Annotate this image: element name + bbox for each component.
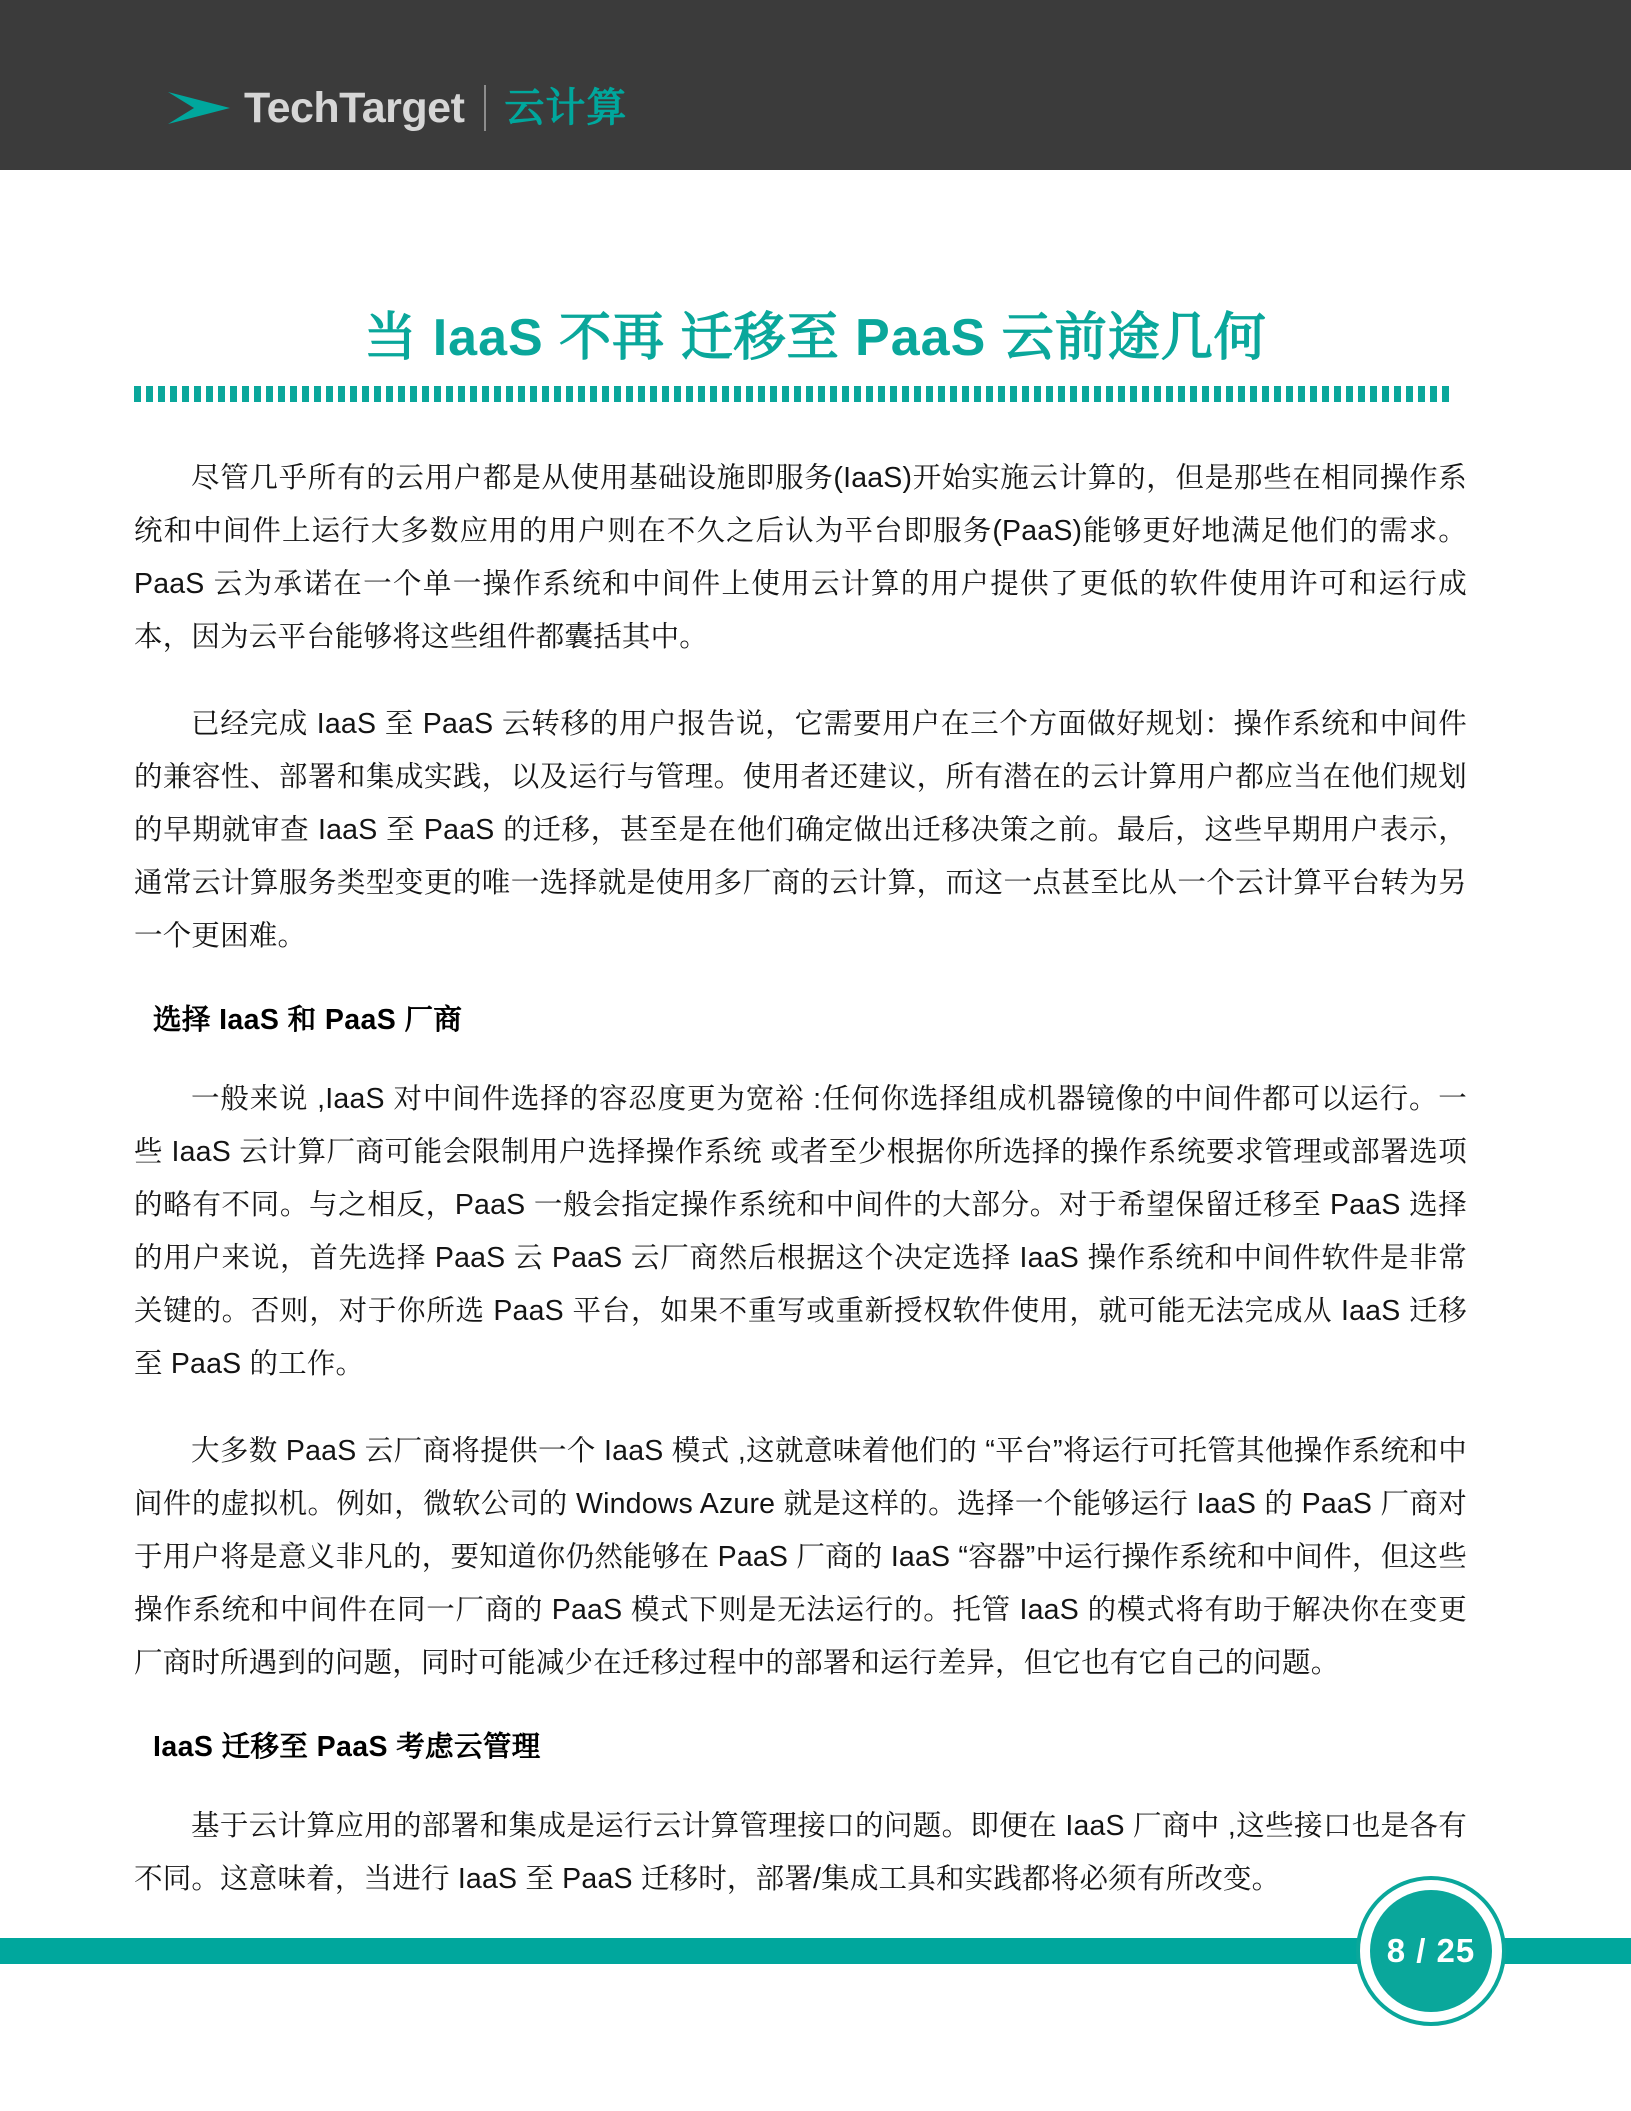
page-title: 当 IaaS 不再 迁移至 PaaS 云前途几何 [364,308,1267,367]
paragraph: 基于云计算应用的部署和集成是运行云计算管理接口的问题。即便在 IaaS 厂商中 ,这些接口也是各有不同。这意味着，当进行 IaaS 至 PaaS 迁移时，部署/集成工具和实践都将必须有所改变。 [134,1810,1467,1895]
paragraph: 已经完成 IaaS 至 PaaS 云转移的用户报告说，它需要用户在三个方面做好规划：操作系统和中间件的兼容性、部署和集成实践，以及运行与管理。使用者还建议，所有潜在的云计算用户都应当在他们规划的早期就审查 IaaS 至 PaaS 的迁移，甚至是在他们确定做出迁移决策之前。最后，这些早期用户表示，通常云计算服务类型变更的唯一选择就是使用多厂商的云计算，而这一点甚至比从一个云计算平台转为另一个更困难。 [134,708,1467,952]
paragraph: 大多数 PaaS 云厂商将提供一个 IaaS 模式 ,这就意味着他们的 “平台”将运行可托管其他操作系统和中间件的虚拟机。例如，微软公司的 Windows Azure 就是这样的。选择一个能够运行 IaaS 的 PaaS 厂商对于用户将是意义非凡的，要知道你仍然能够在 PaaS 厂商的 IaaS “容器”中运行操作系统和中间件，但这些操作系统和中间件在同一厂商的 PaaS 模式下则是无法运行的。托管 IaaS 的模式将有助于解决你在变更厂商时所遇到的问题，同时可能减少在迁移过程中的部署和运行差异，但它也有它自己的问题。 [134,1435,1467,1679]
page-header [0,0,1631,170]
section-heading: IaaS 迁移至 PaaS 考虑云管理 [153,1731,541,1763]
article-body [134,452,1467,1940]
logo-sub-text: 云计算 [504,86,628,130]
title-dotted-rule [134,386,1449,402]
logo-divider [484,85,486,131]
arrow-right-icon [168,90,230,126]
paragraph: 一般来说 ,IaaS 对中间件选择的容忍度更为宽裕 :任何你选择组成机器镜像的中间件都可以运行。一些 IaaS 云计算厂商可能会限制用户选择操作系统 或者至少根据你所选择的操作系统要求管理或部署选项的略有不同。与之相反，PaaS 一般会指定操作系统和中间件的大部分。对于希望保留迁移至 PaaS 选择的用户来说，首先选择 PaaS 云 PaaS 云厂商然后根据这个决定选择 IaaS 操作系统和中间件软件是非常关键的。否则，对于你所选 PaaS 平台，如果不重写或重新授权软件使用，就可能无法完成从 IaaS 迁移至 PaaS 的工作。 [134,1083,1467,1380]
page-number-badge [1356,1876,1506,2026]
page-number-label: 8 / 25 [1370,1890,1492,2012]
techtarget-logo [168,80,627,136]
section-heading: 选择 IaaS 和 PaaS 厂商 [153,1004,463,1036]
paragraph: 尽管几乎所有的云用户都是从使用基础设施即服务(IaaS)开始实施云计算的，但是那些在相同操作系统和中间件上运行大多数应用的用户则在不久之后认为平台即服务(PaaS)能够更好地满足他们的需求。PaaS 云为承诺在一个单一操作系统和中间件上使用云计算的用户提供了更低的软件使用许可和运行成本，因为云平台能够将这些组件都囊括其中。 [134,462,1467,653]
logo-brand-text: TechTarget [244,83,465,132]
